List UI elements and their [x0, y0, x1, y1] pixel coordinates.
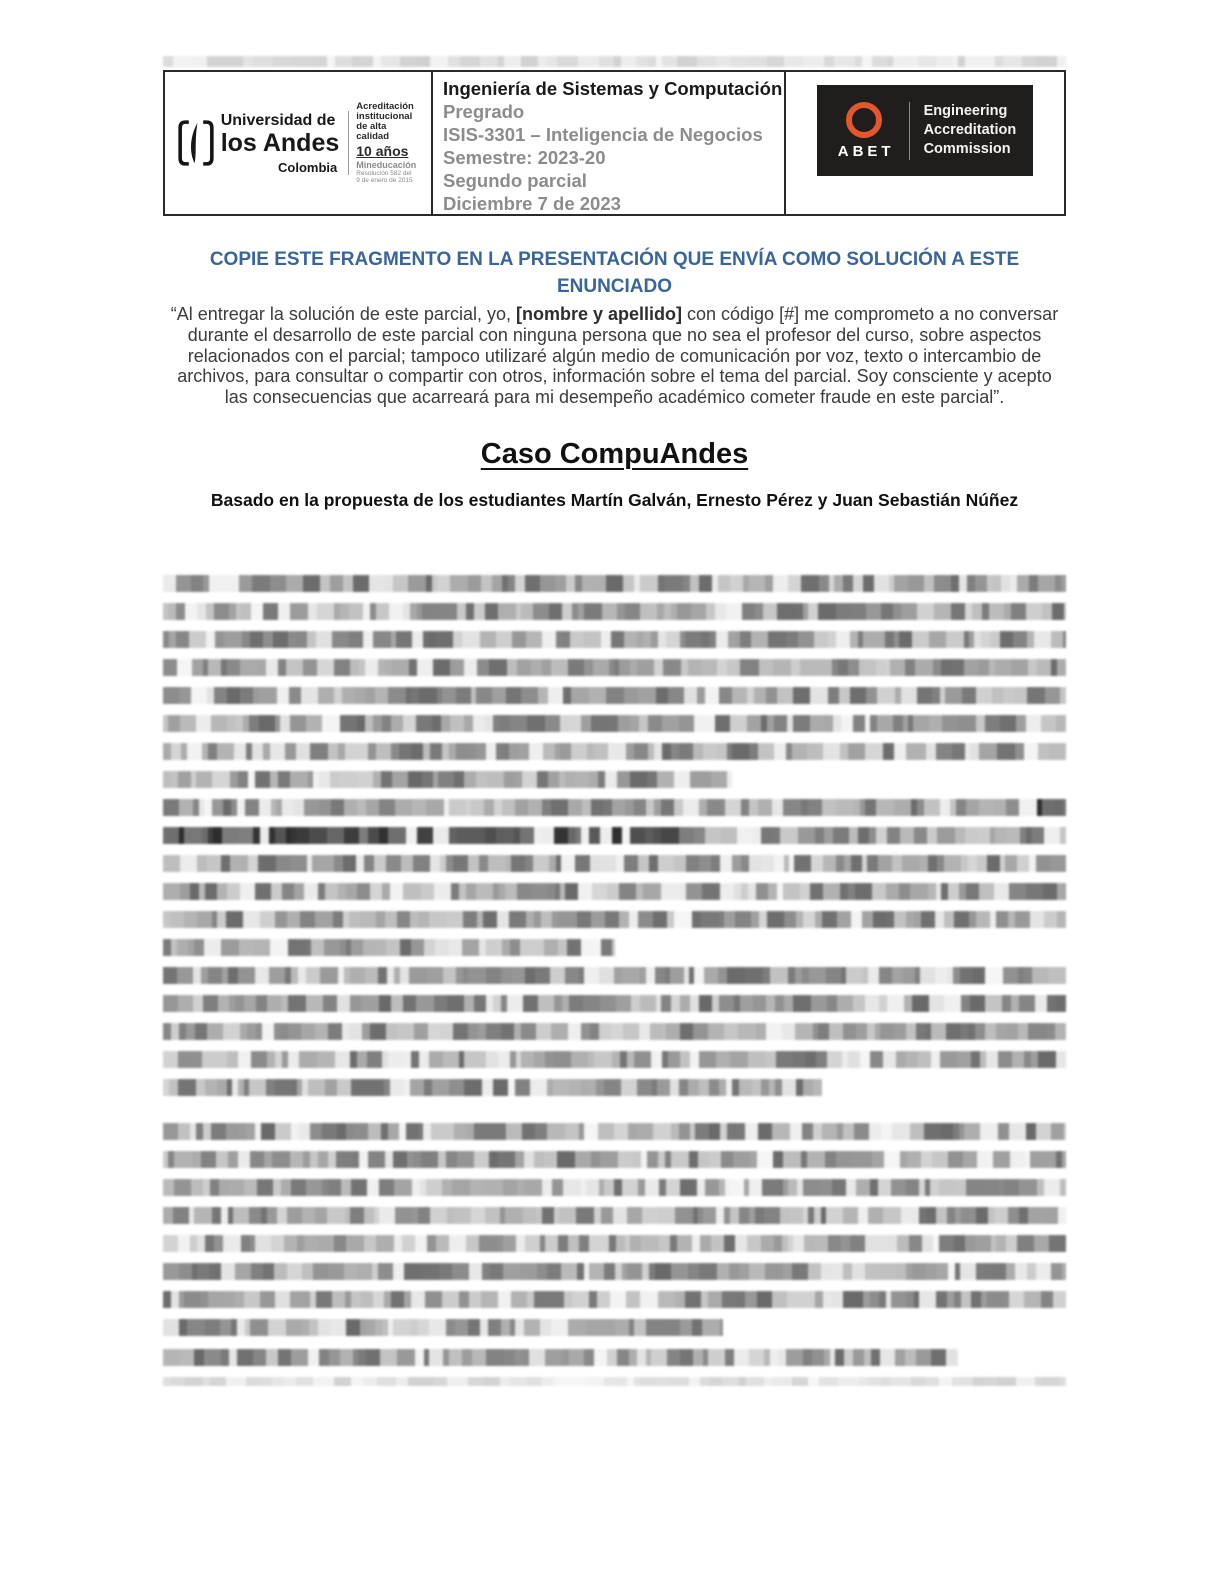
redacted-paragraph: [163, 1349, 1066, 1366]
redacted-text-line: [163, 883, 1066, 900]
redacted-text-line: [163, 743, 1066, 760]
redacted-text-line: [163, 1291, 1066, 1308]
pledge-part1: “Al entregar la solución de este parcial, yo,: [170, 304, 516, 324]
redacted-text-line: [163, 575, 1066, 592]
redacted-text-line: [163, 799, 1066, 816]
redacted-text-line: [163, 1051, 1066, 1068]
abet-ring-icon: [846, 102, 882, 138]
redacted-text-line: [163, 771, 1066, 788]
redacted-paragraph: [163, 799, 1066, 956]
document-content: [163, 0, 1066, 1386]
redacted-text-line: [163, 1179, 1066, 1196]
course-exam: Segundo parcial: [443, 170, 587, 191]
course-date: Diciembre 7 de 2023: [443, 193, 621, 214]
header-cell-course: [433, 72, 786, 214]
redacted-text-line: [163, 1023, 1066, 1040]
abet-wordmark: ABET: [837, 142, 895, 160]
redacted-paragraph: [163, 967, 1066, 1096]
uniandes-name-block: [221, 112, 340, 175]
header-table: [163, 70, 1066, 216]
redacted-text-line: [163, 995, 1066, 1012]
abet-line3: Commission: [923, 141, 1011, 157]
redacted-text-line: [163, 1319, 1066, 1336]
accreditation-block: [356, 102, 418, 185]
redacted-text-line: [163, 1207, 1066, 1224]
redacted-text-line: [163, 631, 1066, 648]
redacted-text-line: [163, 911, 1066, 928]
accreditation-line1: Acreditación: [356, 100, 414, 112]
case-title: Caso CompuAndes: [480, 437, 749, 470]
redacted-text-line: [163, 1349, 1066, 1366]
accreditation-resolution-line2: 9 de enero de 2015: [356, 177, 413, 184]
course-department: Ingeniería de Sistemas y Computación: [443, 78, 783, 99]
pledge-name-placeholder: [nombre y apellido]: [515, 304, 682, 324]
redacted-paragraph: [163, 1123, 1066, 1336]
redacted-text-line: [163, 939, 1066, 956]
pledge-part2: con código [#] me comprometo a no conversar durante el desarrollo de este parcial con ninguna persona que no sea el profesor del curso, sobre aspectos relacionados con el parcial; tampoco utilizaré algún medio de comunicación por voz, texto o intercambio de archivos, para consultar o compartir con otros, información sobre el tema del parcial. Soy consciente y acepto las consecuencias que acarreará para mi desempeño académico cometer fraude en este parcial”.: [177, 304, 1059, 408]
abet-commission-text: [924, 102, 1017, 159]
redacted-text-line: [163, 1123, 1066, 1140]
uniandes-logo: [178, 102, 419, 185]
redacted-text-line: [163, 855, 1066, 872]
redacted-paragraph: [163, 575, 1066, 788]
course-level: Pregrado: [443, 101, 525, 122]
abet-line2: Accreditation: [923, 122, 1017, 138]
abet-line1: Engineering: [923, 103, 1008, 119]
university-name-line2: los Andes: [220, 128, 340, 157]
accreditation-years: 10 años: [356, 142, 409, 159]
redacted-text-line: [163, 603, 1066, 620]
accreditation-ministry: Mineducación: [356, 159, 417, 170]
accreditation-line3: de alta calidad: [356, 120, 390, 142]
redacted-strip-top: [163, 56, 1066, 67]
redacted-body: [163, 575, 1066, 1366]
university-name-line1: Universidad de: [220, 111, 336, 129]
redacted-text-line: [163, 1151, 1066, 1168]
redacted-text-line: [163, 827, 1066, 844]
redacted-text-line: [163, 1079, 1066, 1096]
uniandes-seal-icon: [178, 115, 214, 171]
case-subtitle: Basado en la propuesta de los estudiantes Martín Galván, Ernesto Pérez y Juan Sebastián Núñez: [210, 489, 1019, 510]
course-code: ISIS-3301 – Inteligencia de Negocios: [443, 124, 763, 145]
redacted-text-line: [163, 967, 1066, 984]
university-country: Colombia: [278, 159, 338, 175]
abet-divider: [909, 102, 910, 160]
redacted-text-line: [163, 687, 1066, 704]
course-semester: Semestre: 2023-20: [443, 147, 606, 168]
redacted-strip-bottom: [163, 1377, 1066, 1386]
accreditation-line2: institucional: [356, 110, 413, 122]
redacted-text-line: [163, 1235, 1066, 1252]
abet-logo: [817, 85, 1033, 176]
redacted-text-line: [163, 1263, 1066, 1280]
accreditation-resolution-line1: Resolución 582 del: [356, 169, 412, 177]
pledge-paragraph: [163, 304, 1066, 408]
logo-divider: [348, 111, 349, 175]
instruction-heading: COPIE ESTE FRAGMENTO EN LA PRESENTACIÓN QUE ENVÍA COMO SOLUCIÓN A ESTE ENUNCIADO: [209, 249, 1020, 297]
redacted-text-line: [163, 659, 1066, 676]
header-cell-abet: [786, 72, 1064, 214]
abet-mark: [834, 102, 895, 160]
redacted-text-line: [163, 715, 1066, 732]
header-cell-university: [165, 72, 433, 214]
